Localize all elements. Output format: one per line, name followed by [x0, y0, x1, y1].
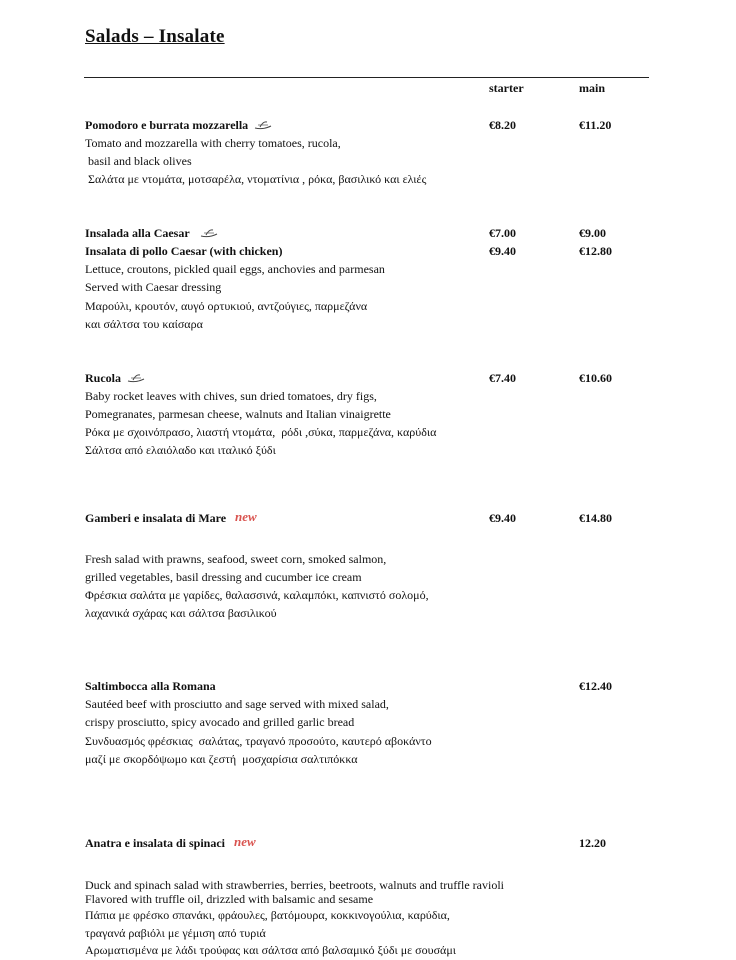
- price-main: €10.60: [579, 371, 612, 385]
- new-badge-text: new: [234, 834, 256, 849]
- item-description-line: Μαρούλι, κρουτόν, αυγό ορτυκιού, αντζούγιες, παρμεζάνα: [85, 299, 368, 313]
- item-description-line: Duck and spinach salad with strawberries, berries, beetroots, walnuts and truffle ravioli: [85, 878, 504, 892]
- item-description-line: Φρέσκια σαλάτα με γαρίδες, θαλασσινά, καλαμπόκι, καπνιστό σολομό,: [85, 588, 429, 602]
- item-description-line: Tomato and mozzarella with cherry tomatoes, rucola,: [85, 136, 341, 150]
- price-main: €9.00: [579, 226, 606, 240]
- menu-item-name: Saltimbocca alla Romana: [85, 679, 216, 693]
- item-description-line: Πάπια με φρέσκο σπανάκι, φράουλες, βατόμουρα, κοκκινογούλια, καρύδια,: [85, 908, 450, 922]
- menu-item-variant-name: Insalata di pollo Caesar (with chicken): [85, 244, 283, 258]
- item-description-line: Σαλάτα με ντομάτα, μοτσαρέλα, ντοματίνια , ρόκα, βασιλικό και ελιές: [85, 172, 427, 186]
- item-description-line: Flavored with truffle oil, drizzled with balsamic and sesame: [85, 892, 374, 906]
- price-main: 12.20: [579, 836, 606, 850]
- menu-item-name: Rucola: [85, 369, 145, 388]
- item-description-line: Fresh salad with prawns, seafood, sweet corn, smoked salmon,: [85, 552, 387, 566]
- title-divider: [84, 77, 649, 78]
- item-description-line: τραγανά ραβιόλι με γέμιση από τυριά: [85, 926, 266, 940]
- item-description-line: Served with Caesar dressing: [85, 280, 222, 294]
- item-description-line: crispy prosciutto, spicy avocado and grilled garlic bread: [85, 715, 355, 729]
- menu-item-name: Anatra e insalata di spinaci new: [85, 834, 267, 854]
- vegetarian-leaf-icon: [254, 117, 272, 135]
- item-description-line: Συνδυασμός φρέσκιας σαλάτας, τραγανό προσούτο, καυτερό αβοκάντο: [85, 734, 432, 748]
- new-badge: [233, 835, 267, 854]
- menu-item-name: Insalada alla Caesar: [85, 224, 218, 243]
- item-description-line: και σάλτσα του καίσαρα: [85, 317, 203, 331]
- item-description-line: Lettuce, croutons, pickled quail eggs, anchovies and parmesan: [85, 262, 385, 276]
- item-description-line: μαζί με σκορδόψωμο και ζεστή μοσχαρίσια σαλτιπόκκα: [85, 752, 358, 766]
- price-main: €11.20: [579, 118, 612, 132]
- price-starter: €8.20: [489, 118, 516, 132]
- price-starter: €7.00: [489, 226, 516, 240]
- item-description-line: Baby rocket leaves with chives, sun dried tomatoes, dry figs,: [85, 389, 377, 403]
- item-description-line: Αρωματισμένα με λάδι τρούφας και σάλτσα από βαλσαμικό ξύδι με σουσάμι: [85, 943, 456, 957]
- price-starter: €9.40: [489, 511, 516, 525]
- price-main: €14.80: [579, 511, 612, 525]
- item-description-line: basil and black olives: [85, 154, 192, 168]
- page-title: Salads – Insalate: [85, 26, 225, 47]
- item-description-line: λαχανικά σχάρας και σάλτσα βασιλικού: [85, 606, 277, 620]
- item-description-line: Sautéed beef with prosciutto and sage served with mixed salad,: [85, 697, 389, 711]
- column-header-starter: starter: [489, 81, 524, 95]
- item-description-line: grilled vegetables, basil dressing and cucumber ice cream: [85, 570, 362, 584]
- new-badge: [234, 510, 268, 529]
- vegetarian-leaf-icon: [127, 370, 145, 388]
- item-description-line: Ρόκα με σχοινόπρασο, λιαστή ντομάτα, ρόδι ,σύκα, παρμεζάνα, καρύδια: [85, 425, 437, 439]
- column-header-main: main: [579, 81, 606, 95]
- item-description-line: Pomegranates, parmesan cheese, walnuts and Italian vinaigrette: [85, 407, 391, 421]
- new-badge-text: new: [235, 509, 257, 524]
- item-description-line: Σάλτσα από ελαιόλαδο και ιταλικό ξύδι: [85, 443, 276, 457]
- vegetarian-leaf-icon: [200, 225, 218, 243]
- menu-item-name: Gamberi e insalata di Mare new: [85, 509, 268, 529]
- price-main: €12.40: [579, 679, 612, 693]
- price-main: €12.80: [579, 244, 612, 258]
- menu-item-name: Pomodoro e burrata mozzarella: [85, 116, 272, 135]
- price-starter: €7.40: [489, 371, 516, 385]
- price-starter: €9.40: [489, 244, 516, 258]
